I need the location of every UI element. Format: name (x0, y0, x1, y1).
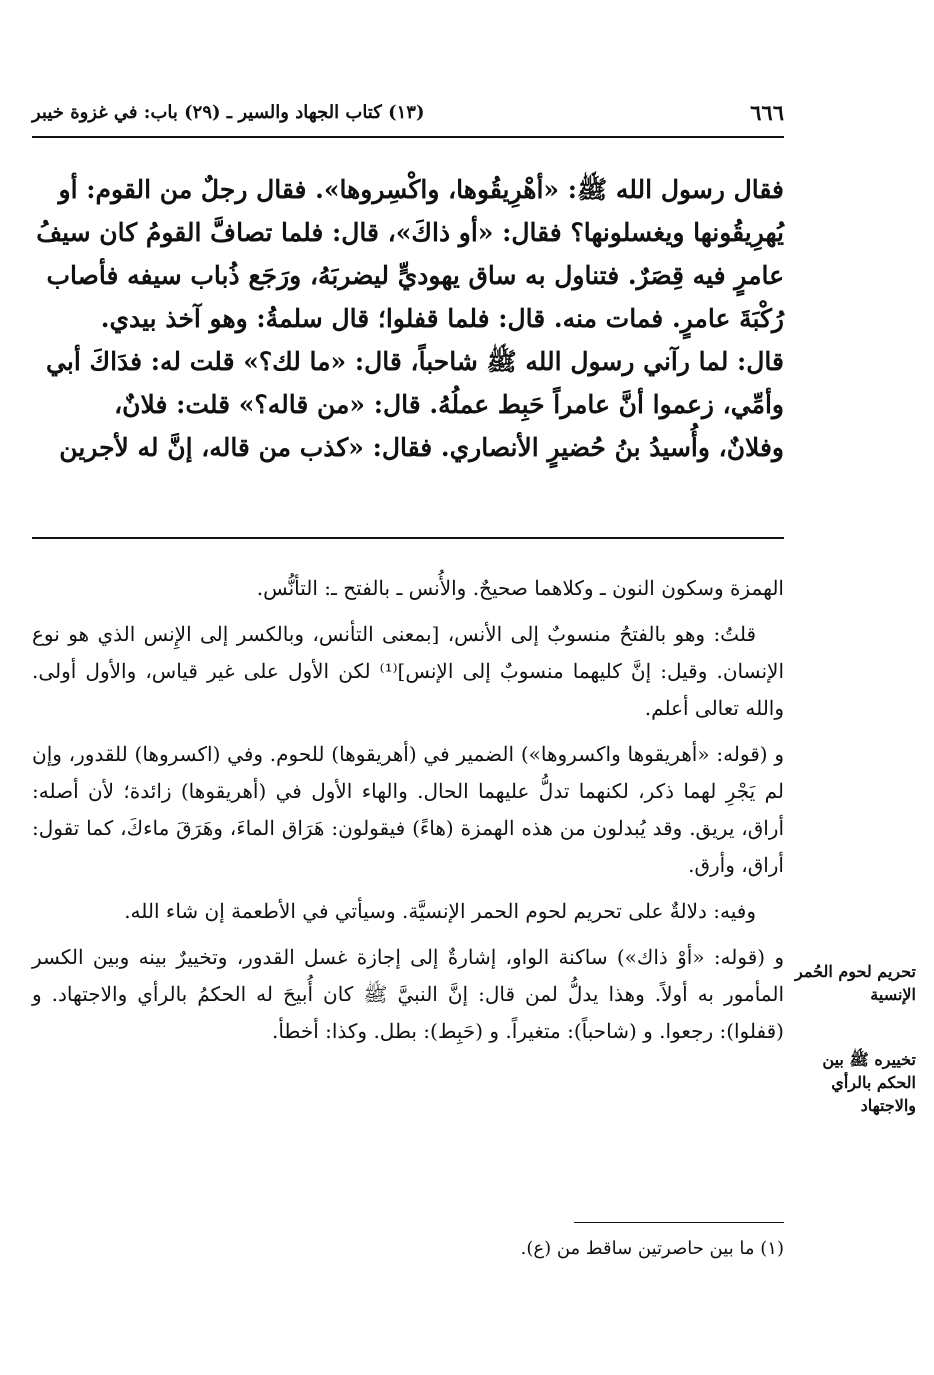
footnote-divider (574, 1222, 784, 1223)
hadith-line: رُكْبَةَ عامرٍ. فمات منه. قال: فلما قفلوا؛ قال سلمةُ: وهو آخذ بيدي. (100, 304, 784, 333)
commentary-paragraph: و (قوله: «أهريقوها واكسروها») الضمير في (أهريقوها) للحوم. وفي (اكسروها) للقدور، وإن لم يَجْرِ لهما ذكر، لكنهما تدلُّ عليهما الحال. والهاء الأول في (أهريقوها) زائدة؛ لأن أصله: أراق، يريق. وقد يُبدلون من هذه الهمزة (هاءً) فيقولون: هَرَاق الماءَ، وهَرَقَ ماءكَ، كما تقول: أراق، وأرق. (32, 742, 784, 877)
hadith-line: قال: لما رآني رسول الله ﷺ شاحباً، قال: «ما لك؟» قلت له: فدَاكَ أبي (46, 347, 784, 376)
commentary-paragraph: قلتُ: وهو بالفتحُ منسوبٌ إلى الأنس، [بمعنى التأنس، وبالكسر إلى الإِنس الذي هو نوع الإنسان. وقيل: إنَّ كليهما منسوبٌ إلى الإنس]⁽¹⁾ لكن الأول على غير قياس، والأول أولى. والله تعالى أعلم. (32, 622, 785, 720)
running-title: (١٣) كتاب الجهاد والسير ـ (٢٩) باب: في غزوة خيبر (32, 102, 425, 123)
commentary-paragraph: وفيه: دلالةٌ على تحريم لحوم الحمر الإنسيَّة. وسيأتي في الأطعمة إن شاء الله. (124, 899, 756, 923)
commentary-paragraph: و (قوله: «أوْ ذاك») ساكنة الواو، إشارةٌ إلى إجازة غسل القدور، وتخييرٌ بينه وبين الكسر المأمور به أولاً. وهذا يدلُّ لمن قال: إنَّ النبيَّ ﷺ كان أُبيحَ له الحكمُ بالرأي والاجتهاد. و (قفلوا): رجعوا. و (شاحباً): متغيراً. و (حَبِط): بطل. وكذا: أخطأ. (32, 945, 784, 1043)
hadith-line: عامرٍ فيه قِصَرٌ. فتناول به ساق يهوديٍّ ليضربَهُ، ورَجَع ذُباب سيفه فأصاب (46, 261, 784, 290)
page-number: ٦٦٦ (750, 100, 784, 125)
hadith-line: فقال رسول الله ﷺ: «أهْرِيقُوها، واكْسِروها». فقال رجلٌ من القوم: أو (58, 175, 784, 204)
hadith-text (32, 168, 784, 469)
commentary-paragraph: الهمزة وسكون النون ـ وكلاهما صحيحٌ. والأُنس ـ بالفتح ـ: التأنُّس. (256, 576, 784, 600)
page-header (32, 100, 784, 138)
commentary-text (32, 570, 784, 1059)
footnote: (١) ما بين حاصرتين ساقط من (ع). (520, 1238, 784, 1259)
hadith-line: يُهرِيقُونها ويغسلونها؟ فقال: «أو ذاكَ»، قال: فلما تصافَّ القومُ كان سيفُ (36, 218, 784, 247)
hadith-line: وفلانٌ، وأُسيدُ بنُ حُضيرٍ الأنصاري. فقال: «كذب من قاله، إنَّ له لأجرين (59, 433, 784, 462)
margin-note: تحريم لحوم الحُمر الإنسية (795, 962, 916, 1004)
section-divider (32, 537, 784, 539)
hadith-line: وأمِّي، زعموا أنَّ عامراً حَبِط عملُهُ. قال: «من قاله؟» قلت: فلانٌ، (114, 390, 784, 419)
margin-note: تخييره ﷺ بين الحكم بالرأي والاجتهاد (822, 1050, 916, 1115)
